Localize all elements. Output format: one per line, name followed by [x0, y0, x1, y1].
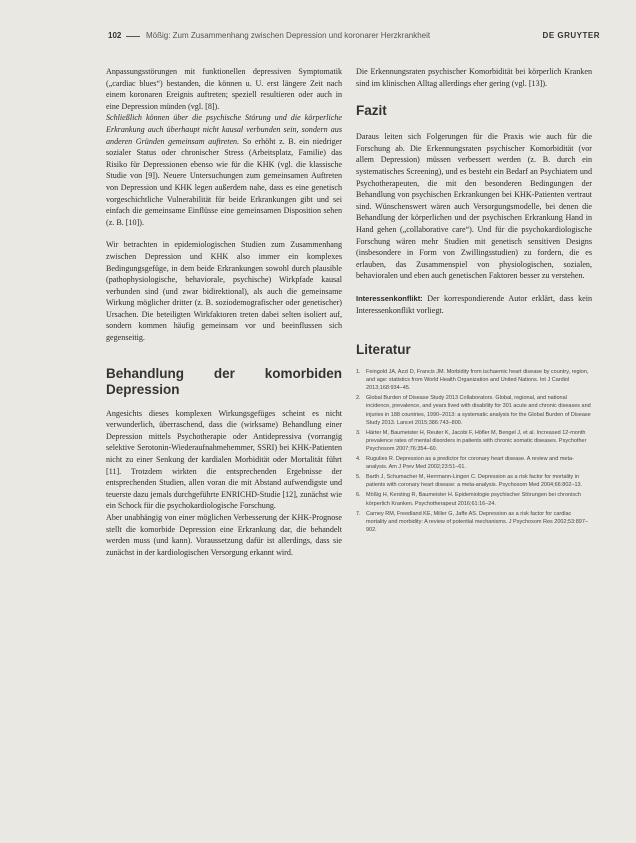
reference-item: [356, 491, 592, 507]
section-heading-fazit: Fazit: [356, 103, 387, 119]
reference-number: 4.: [356, 456, 361, 463]
reference-number: 3.: [356, 429, 361, 436]
section-heading-literatur: Literatur: [356, 342, 411, 358]
reference-number: 2.: [356, 395, 361, 402]
right-column: [356, 66, 592, 536]
right-paragraph-2: Daraus leiten sich Folgerungen für die Praxis wie auch für die Forschung ab. Die Erkennungsraten psychischer Komorbidität (vor allem Depression) müssen verbessert werden (z. B. durch ein systematisches Screening), und es besteht ein Bedarf an Psychiatern und Psychotherapeuten, die mit den besonderen Bedingungen der Behandlung von psychischen Erkrankungen bei KHK-Patienten vertraut sind. Wünschenswert wären auch Versorgungsmodelle, bei denen die Behandlung der körperlichen und der psychischen Erkrankung Hand in Hand gehen („collaborative care“). Und für die psychokardiologische Forschung wären mehr Studien mit genetisch sensitiven Designs (insbesondere in Form von Zwillingsstudien) zu fordern, die es erlauben, das Zusammenspiel von physiologischen, sozialen, behavioralen und eben auch genetischen Faktoren besser zu verstehen.: [356, 132, 592, 281]
reference-item: [356, 455, 592, 471]
reference-list: [356, 368, 592, 534]
left-paragraph-2: [106, 112, 342, 228]
header-rule: [126, 36, 140, 37]
reference-text: Carney RM, Freedland KE, Miller G, Jaffe AS. Depression as a risk factor for cardiac mortality and morbidity: A review of potential mechanisms. J Psychosom Res 2002;53:897–902.: [366, 510, 588, 533]
running-header: [88, 28, 600, 44]
conflict-statement: [356, 293, 592, 316]
page-number: 102: [108, 31, 122, 40]
reference-item: [356, 368, 592, 392]
reference-item: [356, 429, 592, 453]
reference-number: 5.: [356, 474, 361, 481]
reference-item: [356, 394, 592, 426]
right-paragraph-1: Die Erkennungsraten psychischer Komorbidität bei körperlich Kranken sind im klinischen Alltag allerdings eher gering (vgl. [13]).: [356, 67, 592, 88]
left-paragraph-1: Anpassungsstörungen mit funktionellen depressiven Symptomatik („cardiac blues“) bestanden, die können u. U. erst längere Zeit nach einem koronaren Ereignis auftreten; speziell resultieren oder auch in eine Depression münden (vgl. [8]).: [106, 67, 342, 111]
reference-number: 7.: [356, 510, 361, 517]
publisher-brand: DE GRUYTER: [542, 31, 600, 40]
running-title: Mößig: Zum Zusammenhang zwischen Depression und koronarer Herzkrankheit: [146, 31, 431, 40]
conflict-label: Interessenkonflikt:: [356, 293, 423, 303]
section-heading-behandlung: Behandlung der komorbiden Depression: [106, 365, 342, 397]
reference-text: Global Burden of Disease Study 2013 Collaborators. Global, regional, and national incidence, prevalence, and years lived with disability for 301 acute and chronic diseases and injuries in 188 countries, 1990–2013: a systematic analysis for the Global Burden of Disease Study 2013. Lancet 2015;386:743–800.: [366, 395, 591, 426]
left-paragraph-4: Angesichts dieses komplexen Wirkungsgefüges scheint es nicht verwunderlich, überraschend, dass die (wirksame) Behandlung einer Depression mittels Psychotherapie oder Antidepressiva (vorrangig selektive Serotonin-Wiederaufnahmehemmer, SSRI) bei KHK-Patienten nicht zu einer Senkung der kardialen Morbidität oder Mortalität führt [11]. Trotzdem wirkten die entsprechenden Ergebnisse der entsprechenden Studien, allen voran die mit Abstand aufwendigste und teuerste dazu jemals durchgeführte ENRICHD-Studie [12], zunächst wie ein Schock für die psychokardiologische Forschung.: [106, 408, 342, 511]
conflict-text: Der korrespondierende Autor erklärt, dass kein Interessenkonflikt vorliegt.: [356, 293, 592, 315]
left-paragraph-3: Wir betrachten in epidemiologischen Studien zum Zusammenhang zwischen Depression und KHK also immer ein komplexes Bedingungsgefüge, in dem beide Erkrankungen sowohl durch plausible (pathophysiologische, behaviorale, psychische) Wirkpfade kausal verbunden sind (und zwar bidirektional), als auch die gemeinsame Wirkung möglicher dritter (z. B. soziodemografischer oder genetischer) Ursachen. Die beteiligten Wirkfaktoren treten dabei selten isoliert auf, sondern kommen häufig gemeinsam vor und beeinflussen sich gegenseitig.: [106, 240, 342, 343]
left-paragraph-5: Aber unabhängig von einer möglichen Verbesserung der KHK-Prognose stellt die komorbide Depression eine Erkrankung dar, die behandelt werden muss (und kann). Voraussetzung dafür ist allerdings, dass sie zunächst in der kardiologischen Versorgung erkannt wird.: [106, 513, 342, 557]
reference-number: 6.: [356, 492, 361, 499]
reference-number: 1.: [356, 369, 361, 376]
left-column: [106, 66, 342, 558]
reference-text: Barth J, Schumacher M, Herrmann-Lingen C. Depression as a risk factor for mortality in patients with coronary heart disease: a meta-analysis. Psychosom Med 2004;66:802–13.: [366, 474, 583, 489]
reference-item: [356, 473, 592, 489]
reference-item: [356, 510, 592, 534]
left-paragraph-2-rest: So erhöht z. B. ein niedriger sozialer Status oder chronischer Stress (Arbeitsplatz, Familie) das Risiko für Depressionen ebenso wie für die KHK (vgl. die klassische Studie von [9]). Neuere Untersuchungen zum gemeinsamen Auftreten von Depression und KHK legen außerdem nahe, dass es eine genetisch vorgeschichtliche Vulnerabilität für beide Erkrankungen gibt und sei einfach die gemeinsame Einflüsse eine gemeinsamen Disposition sehen (z. B. [10]).: [106, 136, 342, 227]
italic-sentence: Schließlich können über die psychische Störung und die körperliche Erkrankung auch überhaupt nicht kausal verbunden sein, sondern aus anderen Gründen gemeinsam auftreten.: [106, 113, 342, 146]
reference-text: Härter M, Baumeister H, Reuter K, Jacobi F, Höfler M, Bengel J, et al. Increased 12-month prevalence rates of mental disorders in patients with chronic somatic diseases. Psychother Psychosom 2007;76:354–60.: [366, 429, 587, 452]
reference-text: Mößig H, Kersting R, Baumeister H. Epidemiologie psychischer Störungen bei chronisch körperlich Kranken. Psychotherapeut 2016;61:16–24.: [366, 492, 581, 507]
reference-text: Rugulies R. Depression as a predictor for coronary heart disease. A review and meta-analysis. Am J Prev Med 2002;23:51–61.: [366, 456, 574, 471]
reference-text: Feingold JA, Azzi D, Francis JM. Morbidity from ischaemic heart disease by country, region, and age: statistics from World Health Organization and United Nations. Int J Cardiol 2013;168:934–45.: [366, 369, 589, 392]
